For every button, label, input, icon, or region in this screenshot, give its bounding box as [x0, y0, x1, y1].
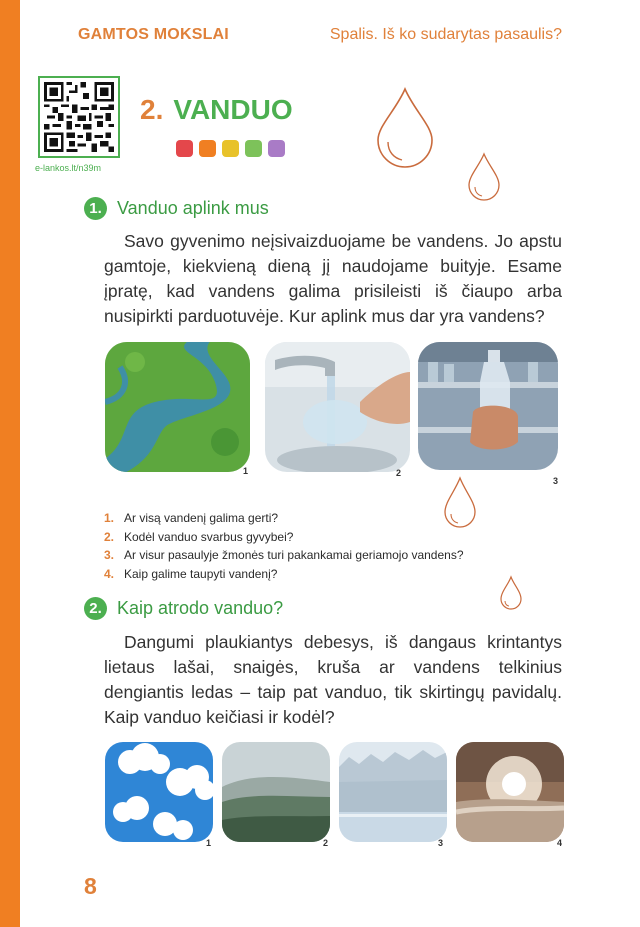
steaming-lake-photo-icon [456, 742, 564, 842]
photo-water-bottle [418, 342, 558, 470]
lesson-title [140, 94, 293, 126]
side-color-bar [0, 0, 20, 927]
color-dot [222, 140, 239, 157]
photo-tap-water [265, 342, 410, 472]
photo-2-number: 2 [396, 468, 402, 478]
qr-code[interactable] [38, 76, 120, 158]
photo-steaming-lake [456, 742, 564, 842]
photo-4-number: 1 [206, 838, 212, 848]
clouds-photo-icon [105, 742, 213, 842]
photo-frozen-lake [339, 742, 447, 842]
page-number: 8 [84, 873, 97, 899]
list-item: 3. Ar visur pasaulyje žmonės turi pakankamai geriamojo vandens? [104, 548, 464, 562]
water-drop-icon [499, 575, 523, 611]
color-dot [245, 140, 262, 157]
question-list [104, 509, 464, 583]
water-drop-icon [374, 86, 436, 168]
section-2-number: 2. [84, 597, 107, 620]
section-2-heading [84, 597, 283, 620]
color-dot [268, 140, 285, 157]
list-item: 1. Ar visą vandenį galima gerti? [104, 511, 279, 525]
photo-river [105, 342, 250, 472]
tap-water-photo-icon [265, 342, 410, 472]
river-photo-icon [105, 342, 250, 472]
photo-misty-forest [222, 742, 330, 842]
subject-header: GAMTOS MOKSLAI [78, 26, 229, 43]
photo-5-number: 2 [323, 838, 329, 848]
photo-clouds [105, 742, 213, 842]
lesson-title-text: VANDUO [173, 94, 293, 125]
photo-3-number: 3 [553, 476, 559, 486]
list-item: 4. Kaip galime taupyti vandenį? [104, 566, 278, 581]
section-1-number: 1. [84, 197, 107, 220]
photo-1-number: 1 [243, 466, 249, 476]
qr-link-caption[interactable]: e-lankos.lt/n39m [35, 163, 102, 173]
color-dot [199, 140, 216, 157]
water-drop-icon [466, 152, 502, 202]
lesson-number: 2. [140, 94, 164, 125]
topic-header: Spalis. Iš ko sudarytas pasaulis? [329, 26, 562, 43]
section-1-heading [84, 197, 269, 220]
photo-7-number: 4 [557, 838, 563, 848]
frozen-lake-photo-icon [339, 742, 447, 842]
color-dot [176, 140, 193, 157]
qr-code-icon [44, 82, 114, 152]
section-1-paragraph: Savo gyvenimo neįsivaizduojame be vandens. Jo apstu gamtoje, kiekvieną dieną jį naudojame buityje. Esame įpratę, kad vandens galima prisileisti iš čiaupo arba nusipirkti parduotuvėje. Kur aplink mus dar yra vandens? [104, 231, 562, 326]
list-item: 2. Kodėl vanduo svarbus gyvybei? [104, 529, 294, 544]
color-dots [176, 140, 285, 157]
section-2-title: Kaip atrodo vanduo? [117, 598, 284, 618]
water-bottle-photo-icon [418, 342, 558, 470]
photo-6-number: 3 [438, 838, 444, 848]
section-2-paragraph: Dangumi plaukiantys debesys, iš dangaus krintantys lietaus lašai, snaigės, kruša ar vandens telkinius dengiantis ledas – taip pat vanduo, tik skirtingų pavidalų. Kaip vanduo keičiasi ir kodėl? [104, 632, 562, 727]
section-1-title: Vanduo aplink mus [117, 198, 269, 218]
misty-forest-photo-icon [222, 742, 330, 842]
